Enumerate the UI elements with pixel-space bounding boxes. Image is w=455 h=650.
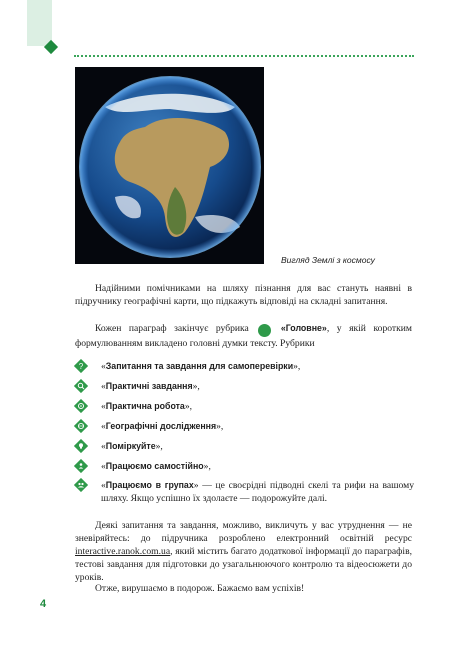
rubric-tail: »,	[293, 361, 301, 372]
resource-text-end: , який містить багато додаткової інформації до параграфів, тестові завдання для підготовки до узагальнюючого контролю та відеосюжети до уроків.	[75, 546, 412, 583]
intro-paragraph: Надійними помічниками на шляху пізнання для вас стануть наявні в підручнику географічні карти, що підкажуть відповіді на складні запитання.	[75, 283, 412, 307]
resource-paragraph	[75, 519, 412, 584]
rubric-text: «Працюємо самостійно»,	[101, 461, 211, 472]
magnifier-icon	[74, 379, 88, 393]
closing-paragraph: Отже, вирушаємо в подорож. Бажаємо вам успіхів!	[95, 583, 305, 594]
person-icon	[74, 459, 88, 473]
question-icon	[74, 359, 88, 373]
exclamation-icon: !	[258, 324, 271, 337]
rubric-text: «Практичні завдання»,	[101, 381, 200, 392]
rubric-label: Працюємо самостійно	[105, 461, 204, 471]
dotted-divider	[74, 55, 414, 57]
photo-caption: Вигляд Землі з космосу	[281, 255, 375, 265]
rubric-label: Поміркуйте	[105, 441, 156, 451]
rubric-tail: »,	[184, 401, 193, 412]
rubric-text-start: Кожен параграф закінчує рубрика	[95, 323, 249, 334]
rubric-text: «Запитання та завдання для самоперевірки»,	[101, 361, 301, 372]
rubric-text: «Поміркуйте»,	[101, 441, 163, 452]
rubric-tail: » — це своєрідні підводні скелі та рифи на вашому шляху. Якщо успішно їх здолаєте — подорожуйте далі.	[101, 480, 414, 504]
rubric-text: «Практична робота»,	[101, 401, 193, 412]
rubric-label: Працюємо в групах	[105, 480, 194, 490]
rubric-text: «Географічні дослідження»,	[101, 421, 224, 432]
rubric-tail: »,	[155, 441, 163, 452]
rubric-label: Запитання та завдання для самоперевірки	[105, 361, 294, 371]
resource-link[interactable]: interactive.ranok.com.ua	[75, 546, 171, 557]
page-corner-tab	[27, 0, 52, 46]
group-icon	[74, 478, 88, 492]
rubric-tail: »,	[192, 381, 200, 392]
rubric-label: Практичні завдання	[105, 381, 193, 391]
svg-text:?: ?	[78, 362, 84, 371]
globe-icon	[74, 419, 88, 433]
rubric-label: Географічні дослідження	[105, 421, 217, 431]
rubric-label: Практична робота	[105, 401, 185, 411]
rubric-tail: »,	[216, 421, 224, 432]
page-number: 4	[40, 598, 47, 610]
rubric-paragraph	[75, 322, 412, 350]
resource-text-start: Деякі запитання та завдання, можливо, викличуть у вас утруднення — не зневіряйтесь: до підручника розроблено електронний освітній ресурс	[75, 520, 412, 544]
lightbulb-icon	[74, 439, 88, 453]
target-icon	[74, 399, 88, 413]
earth-photo	[75, 67, 264, 264]
rubric-tail: »,	[203, 461, 211, 472]
main-rubric-label: «Головне»	[280, 323, 327, 333]
rubric-text-end: , у якій коротким формулюванням викладено головні думки тексту. Рубрики	[75, 323, 412, 349]
rubric-text: «Працюємо в групах» — це своєрідні підводні скелі та рифи на вашому шляху. Якщо успішно їх здолаєте — подорожуйте далі.	[101, 480, 414, 504]
